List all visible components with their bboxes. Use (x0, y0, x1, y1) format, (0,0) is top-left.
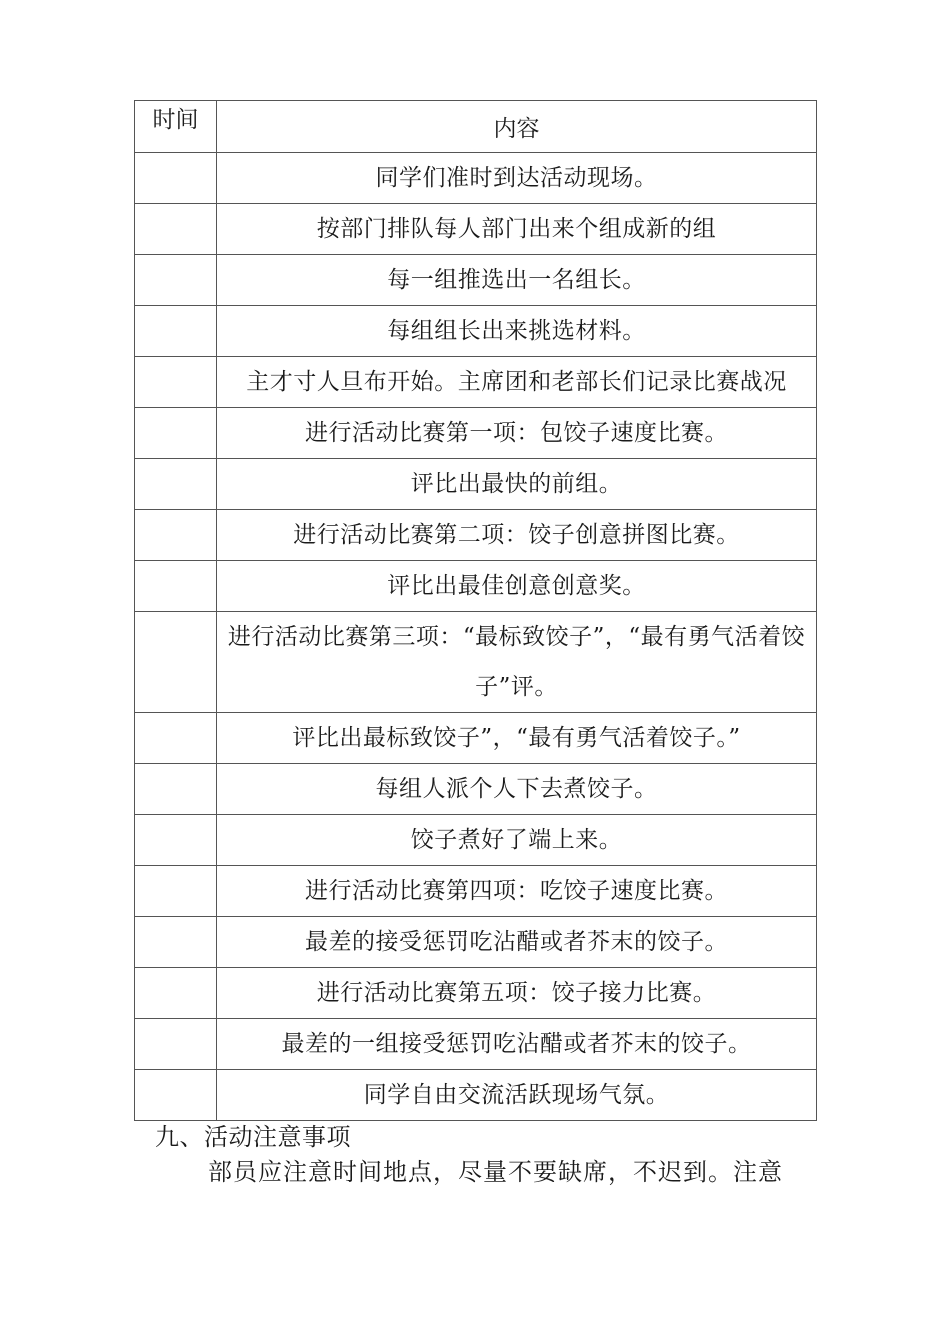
table-row (135, 408, 817, 459)
content-cell: 进行活动比赛第一项：包饺子速度比赛。 (217, 408, 817, 459)
table-row (135, 204, 817, 255)
table-row (135, 1019, 817, 1070)
table-row (135, 713, 817, 764)
content-cell: 评比出最标致饺子”，“最有勇气活着饺子。” (217, 713, 817, 764)
table-row (135, 815, 817, 866)
time-cell (135, 153, 217, 204)
time-cell (135, 255, 217, 306)
table-row (135, 459, 817, 510)
content-cell: 主才寸人旦布开始。主席团和老部长们记录比赛战况 (217, 357, 817, 408)
content-cell: 同学自由交流活跃现场气氛。 (217, 1070, 817, 1121)
table-row (135, 764, 817, 815)
content-cell: 每组人派个人下去煮饺子。 (217, 764, 817, 815)
content-cell: 进行活动比赛第五项：饺子接力比赛。 (217, 968, 817, 1019)
time-cell (135, 561, 217, 612)
time-cell (135, 1070, 217, 1121)
content-cell: 进行活动比赛第二项：饺子创意拼图比赛。 (217, 510, 817, 561)
table-row (135, 255, 817, 306)
content-cell: 评比出最佳创意创意奖。 (217, 561, 817, 612)
time-cell (135, 204, 217, 255)
content-cell: 按部门排队每人部门出来个组成新的组 (217, 204, 817, 255)
content-cell: 最差的一组接受惩罚吃沾醋或者芥末的饺子。 (217, 1019, 817, 1070)
time-cell (135, 612, 217, 713)
content-cell: 进行活动比赛第三项：“最标致饺子”，“最有勇气活着饺子”评。 (217, 612, 817, 713)
time-cell (135, 815, 217, 866)
header-content: 内容 (217, 101, 817, 153)
content-cell: 进行活动比赛第四项：吃饺子速度比赛。 (217, 866, 817, 917)
content-cell: 评比出最快的前组。 (217, 459, 817, 510)
schedule-table (134, 100, 817, 1121)
content-cell: 饺子煮好了端上来。 (217, 815, 817, 866)
time-cell (135, 866, 217, 917)
time-cell (135, 306, 217, 357)
table-row (135, 612, 817, 713)
time-cell (135, 357, 217, 408)
time-cell (135, 459, 217, 510)
time-cell (135, 510, 217, 561)
table-row (135, 866, 817, 917)
table-header-row (135, 101, 817, 153)
table-row (135, 561, 817, 612)
table-row (135, 968, 817, 1019)
table-row (135, 1070, 817, 1121)
time-cell (135, 917, 217, 968)
time-cell (135, 713, 217, 764)
content-cell: 同学们准时到达活动现场。 (217, 153, 817, 204)
time-cell (135, 408, 217, 459)
table-row (135, 357, 817, 408)
table-row (135, 917, 817, 968)
table-row (135, 153, 817, 204)
content-cell: 每组组长出来挑选材料。 (217, 306, 817, 357)
section-paragraph: 部员应注意时间地点，尽量不要缺席，不迟到。注意 (208, 1158, 783, 1186)
content-cell: 最差的接受惩罚吃沾醋或者芥末的饺子。 (217, 917, 817, 968)
header-time: 时间 (135, 101, 217, 153)
table-row (135, 510, 817, 561)
time-cell (135, 764, 217, 815)
content-cell: 每一组推选出一名组长。 (217, 255, 817, 306)
time-cell (135, 968, 217, 1019)
section-heading: 九、活动注意事项 (155, 1123, 351, 1151)
table-row (135, 306, 817, 357)
time-cell (135, 1019, 217, 1070)
